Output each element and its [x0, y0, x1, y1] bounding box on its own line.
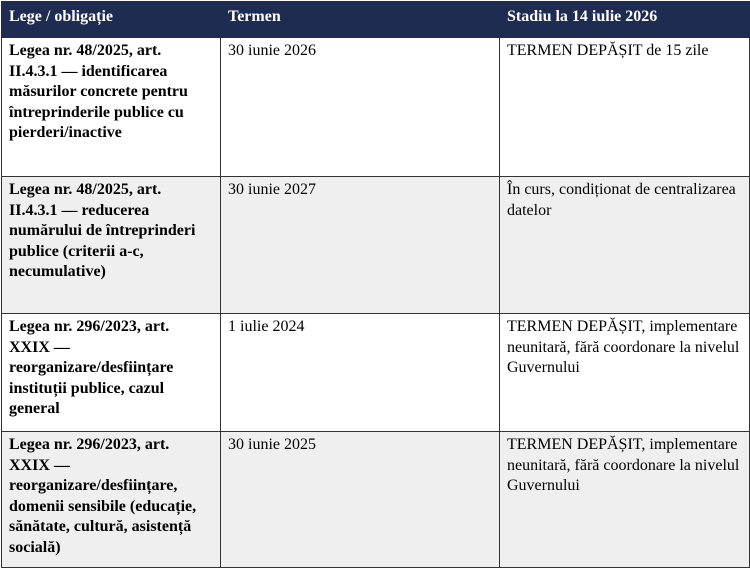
- deadline-cell: 30 iunie 2025: [221, 432, 500, 568]
- law-cell: Legea nr. 296/2023, art. XXIX — reorganizare/desființare instituții publice, cazul general: [2, 314, 221, 432]
- status-cell: TERMEN DEPĂȘIT de 15 zile: [500, 38, 750, 177]
- header-row: [2, 2, 750, 38]
- deadline-cell: 30 iunie 2026: [221, 38, 500, 177]
- header-law: Lege / obligație: [2, 2, 221, 38]
- status-cell: TERMEN DEPĂȘIT, implementare neunitară, fără coordonare la nivelul Guvernului: [500, 432, 750, 568]
- law-cell: Legea nr. 48/2025, art. II.4.3.1 — reducerea numărului de întreprinderi publice (criterii a-c, necumulative): [2, 177, 221, 314]
- table-header: [2, 2, 750, 38]
- table-row: [2, 432, 750, 568]
- law-cell: Legea nr. 48/2025, art. II.4.3.1 — identificarea măsurilor concrete pentru întreprinderile publice cu pierderi/inactive: [2, 38, 221, 177]
- status-cell: TERMEN DEPĂȘIT, implementare neunitară, fără coordonare la nivelul Guvernului: [500, 314, 750, 432]
- table-row: [2, 177, 750, 314]
- table-body: [2, 38, 750, 568]
- deadline-cell: 1 iulie 2024: [221, 314, 500, 432]
- header-deadline: Termen: [221, 2, 500, 38]
- law-cell: Legea nr. 296/2023, art. XXIX — reorganizare/desființare, domenii sensibile (educație, sănătate, cultură, asistență socială): [2, 432, 221, 568]
- deadline-cell: 30 iunie 2027: [221, 177, 500, 314]
- table-row: [2, 38, 750, 177]
- obligations-table: [1, 1, 750, 568]
- table-row: [2, 314, 750, 432]
- status-cell: În curs, condiționat de centralizarea datelor: [500, 177, 750, 314]
- header-status: Stadiu la 14 iulie 2026: [500, 2, 750, 38]
